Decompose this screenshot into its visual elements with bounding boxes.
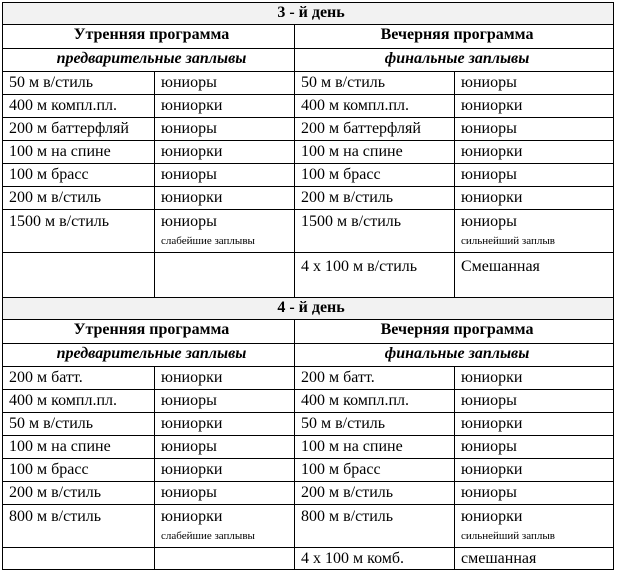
evening-group: Смешанная [461,258,540,275]
morning-event: 800 м в/стиль [9,508,102,525]
evening-group-cell [455,459,614,482]
program-title-row [3,320,614,344]
table-row [3,141,614,164]
evening-group-cell [455,505,614,548]
morning-event: 100 м на спине [9,438,111,455]
evening-group-cell [455,72,614,95]
morning-group: юниоры [161,74,217,91]
morning-group-cell [155,548,295,570]
evening-event-cell [295,436,455,459]
evening-group-cell [455,367,614,390]
morning-event: 200 м в/стиль [9,189,102,206]
morning-event-cell [3,413,155,436]
morning-group-cell [155,413,295,436]
table-row [3,459,614,482]
morning-program-subtitle: предварительные заплывы [3,49,295,72]
table-row [3,482,614,505]
evening-program-subtitle: финальные заплывы [295,344,614,367]
evening-group-cell [455,390,614,413]
evening-event: 4 x 100 м комб. [301,550,405,567]
evening-event: 200 м в/стиль [301,189,394,206]
table-row [3,253,614,298]
day-header-row [3,3,614,25]
evening-group: юниоры [461,166,517,183]
morning-group-cell [155,72,295,95]
table-row [3,210,614,253]
morning-event-cell [3,164,155,187]
morning-group: юниорки [161,415,223,432]
evening-event-cell [295,118,455,141]
morning-event-cell [3,505,155,548]
morning-event: 200 м в/стиль [9,484,102,501]
morning-event-cell [3,72,155,95]
evening-event-cell [295,413,455,436]
morning-group: юниорки [161,508,223,525]
evening-group-cell [455,482,614,505]
morning-group-cell [155,253,295,298]
evening-group-cell [455,436,614,459]
evening-group: смешанная [461,550,537,567]
morning-group-cell [155,367,295,390]
evening-group-cell [455,141,614,164]
morning-event: 400 м компл.пл. [9,97,117,114]
evening-event: 100 м брасс [301,461,381,478]
evening-event-cell [295,253,455,298]
morning-event: 50 м в/стиль [9,74,94,91]
program-title-row [3,25,614,49]
evening-group: юниоры [461,120,517,137]
table-row [3,436,614,459]
evening-group-cell [455,210,614,253]
evening-event: 50 м в/стиль [301,415,386,432]
morning-event: 100 м брасс [9,461,89,478]
evening-event-cell [295,72,455,95]
table-row [3,367,614,390]
morning-group: юниорки [161,143,223,160]
morning-program-subtitle: предварительные заплывы [3,344,295,367]
morning-event-cell [3,482,155,505]
morning-event-cell [3,95,155,118]
morning-group-note: слабейшие заплывы [161,235,255,247]
evening-group: юниорки [461,369,523,386]
evening-group-cell [455,164,614,187]
morning-group-cell [155,141,295,164]
morning-event-cell [3,436,155,459]
morning-group: юниоры [161,392,217,409]
morning-group-cell [155,95,295,118]
table-row [3,164,614,187]
evening-program-title: Вечерняя программа [295,25,614,49]
evening-event: 100 м на спине [301,143,403,160]
day-title: 4 - й день [3,298,614,320]
morning-event: 200 м баттерфляй [9,120,129,137]
morning-group: юниоры [161,484,217,501]
program-subtitle-row [3,49,614,72]
evening-event-cell [295,390,455,413]
evening-event-cell [295,548,455,570]
morning-group: юниоры [161,213,217,230]
evening-event-cell [295,164,455,187]
morning-event-cell [3,459,155,482]
evening-group-cell [455,548,614,570]
evening-event: 800 м в/стиль [301,508,394,525]
evening-event: 200 м в/стиль [301,484,394,501]
table-row [3,548,614,570]
morning-group: юниорки [161,97,223,114]
morning-group-cell [155,210,295,253]
schedule-table [2,2,614,570]
morning-group-cell [155,118,295,141]
morning-event-cell [3,367,155,390]
evening-group: юниоры [461,74,517,91]
morning-event: 100 м брасс [9,166,89,183]
evening-event-cell [295,459,455,482]
morning-event-cell [3,141,155,164]
evening-event: 400 м компл.пл. [301,392,409,409]
day-title: 3 - й день [3,3,614,25]
evening-event-cell [295,187,455,210]
evening-event: 400 м компл.пл. [301,97,409,114]
morning-event-cell [3,390,155,413]
evening-group-note: сильнейший заплыв [461,530,555,542]
morning-group: юниорки [161,461,223,478]
evening-event: 100 м брасс [301,166,381,183]
evening-group: юниорки [461,189,523,206]
evening-event: 200 м батт. [301,369,375,386]
evening-event-cell [295,367,455,390]
evening-group: юниоры [461,438,517,455]
table-row [3,505,614,548]
evening-event-cell [295,141,455,164]
morning-program-title: Утренняя программа [3,25,295,49]
morning-group: юниоры [161,120,217,137]
evening-group: юниорки [461,97,523,114]
evening-event-cell [295,505,455,548]
evening-group-cell [455,413,614,436]
evening-group-cell [455,253,614,298]
schedule-body [3,3,614,570]
evening-event: 1500 м в/стиль [301,213,402,230]
evening-group: юниорки [461,415,523,432]
table-row [3,187,614,210]
morning-group-cell [155,482,295,505]
day-header-row [3,298,614,320]
evening-group-cell [455,187,614,210]
evening-program-title: Вечерняя программа [295,320,614,344]
morning-group-cell [155,164,295,187]
morning-event: 50 м в/стиль [9,415,94,432]
table-row [3,118,614,141]
evening-group: юниорки [461,143,523,160]
table-row [3,390,614,413]
morning-group: юниоры [161,438,217,455]
evening-event: 50 м в/стиль [301,74,386,91]
table-row [3,95,614,118]
evening-event-cell [295,210,455,253]
morning-group-cell [155,505,295,548]
morning-event-cell [3,118,155,141]
morning-program-title: Утренняя программа [3,320,295,344]
morning-group-cell [155,436,295,459]
morning-group-cell [155,187,295,210]
morning-event-cell [3,210,155,253]
evening-event-cell [295,95,455,118]
morning-event: 400 м компл.пл. [9,392,117,409]
morning-event-cell [3,253,155,298]
morning-group-note: слабейшие заплывы [161,530,255,542]
evening-group: юниорки [461,508,523,525]
evening-event: 200 м баттерфляй [301,120,421,137]
morning-event: 200 м батт. [9,369,83,386]
morning-group-cell [155,459,295,482]
morning-event-cell [3,187,155,210]
morning-event-cell [3,548,155,570]
morning-event: 1500 м в/стиль [9,213,110,230]
morning-event: 100 м на спине [9,143,111,160]
morning-group: юниорки [161,369,223,386]
morning-group: юниорки [161,189,223,206]
evening-group-cell [455,95,614,118]
table-row [3,413,614,436]
evening-group-cell [455,118,614,141]
evening-group: юниорки [461,461,523,478]
evening-event: 100 м на спине [301,438,403,455]
evening-event-cell [295,482,455,505]
evening-group: юниоры [461,392,517,409]
evening-group: юниоры [461,213,517,230]
morning-group-cell [155,390,295,413]
evening-group: юниоры [461,484,517,501]
program-subtitle-row [3,344,614,367]
evening-program-subtitle: финальные заплывы [295,49,614,72]
evening-event: 4 x 100 м в/стиль [301,258,418,275]
morning-group: юниоры [161,166,217,183]
evening-group-note: сильнейший заплыв [461,235,555,247]
table-row [3,72,614,95]
